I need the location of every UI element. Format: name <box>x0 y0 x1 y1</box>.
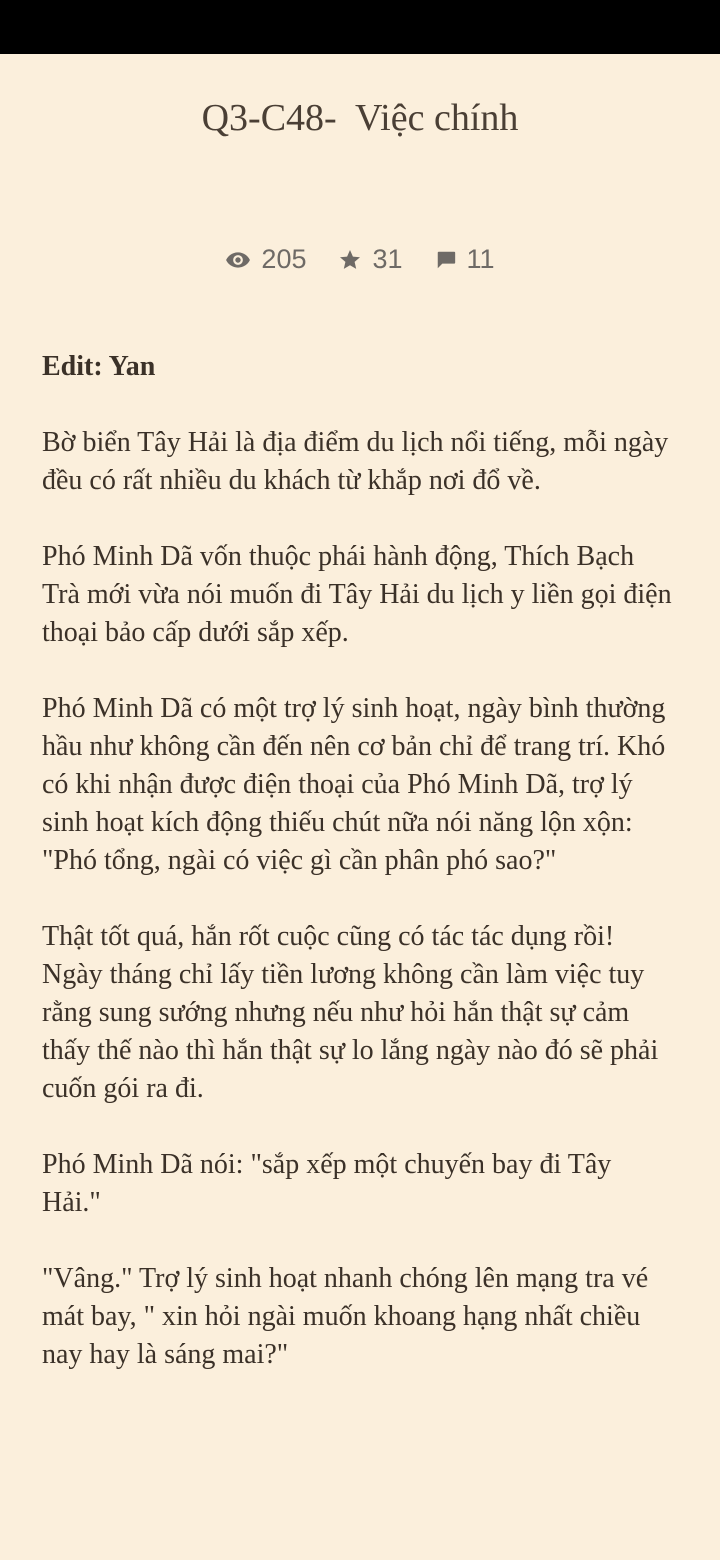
edit-credit: Edit: Yan <box>42 351 156 382</box>
star-icon <box>338 248 362 272</box>
stars-stat <box>338 244 402 275</box>
comments-count: 11 <box>466 244 495 274</box>
paragraph: Phó Minh Dã nói: "sắp xếp một chuyến bay đi Tây Hải." <box>42 1149 612 1218</box>
status-bar <box>0 0 720 54</box>
paragraph: Thật tốt quá, hắn rốt cuộc cũng có tác tác dụng rồi! Ngày tháng chỉ lấy tiền lương không cần làm việc tuy rằng sung sướng nhưng nếu như hỏi hắn thật sự cảm thấy thế nào thì hắn thật sự lo lắng ngày nào đó sẽ phải cuốn gói ra đi. <box>42 921 659 1104</box>
views-count: 205 <box>261 244 307 274</box>
paragraph: Phó Minh Dã có một trợ lý sinh hoạt, ngày bình thường hầu như không cần đến nên cơ bản chỉ để trang trí. Khó có khi nhận được điện thoại của Phó Minh Dã, trợ lý sinh hoạt kích động thiếu chút nữa nói năng lộn xộn: "Phó tổng, ngài có việc gì cần phân phó sao?" <box>42 693 666 876</box>
chapter-title: Q3-C48- Việc chính <box>201 97 519 139</box>
paragraph: Phó Minh Dã vốn thuộc phái hành động, Thích Bạch Trà mới vừa nói muốn đi Tây Hải du lịch y liền gọi điện thoại bảo cấp dưới sắp xếp. <box>42 541 672 648</box>
reader-page[interactable] <box>0 54 720 1560</box>
comments-stat <box>435 244 495 275</box>
paragraph: Bờ biển Tây Hải là địa điểm du lịch nổi tiếng, mỗi ngày đều có rất nhiều du khách từ khắp nơi đổ về. <box>42 427 669 496</box>
eye-icon <box>225 251 251 269</box>
chapter-content <box>42 348 672 1412</box>
stars-count: 31 <box>372 244 403 274</box>
paragraph: "Vâng." Trợ lý sinh hoạt nhanh chóng lên mạng tra vé mát bay, " xin hỏi ngài muốn khoang hạng nhất chiều nay hay là sáng mai?" <box>42 1263 649 1370</box>
comment-icon <box>435 249 457 271</box>
views-stat <box>225 244 306 275</box>
chapter-stats <box>0 244 720 275</box>
